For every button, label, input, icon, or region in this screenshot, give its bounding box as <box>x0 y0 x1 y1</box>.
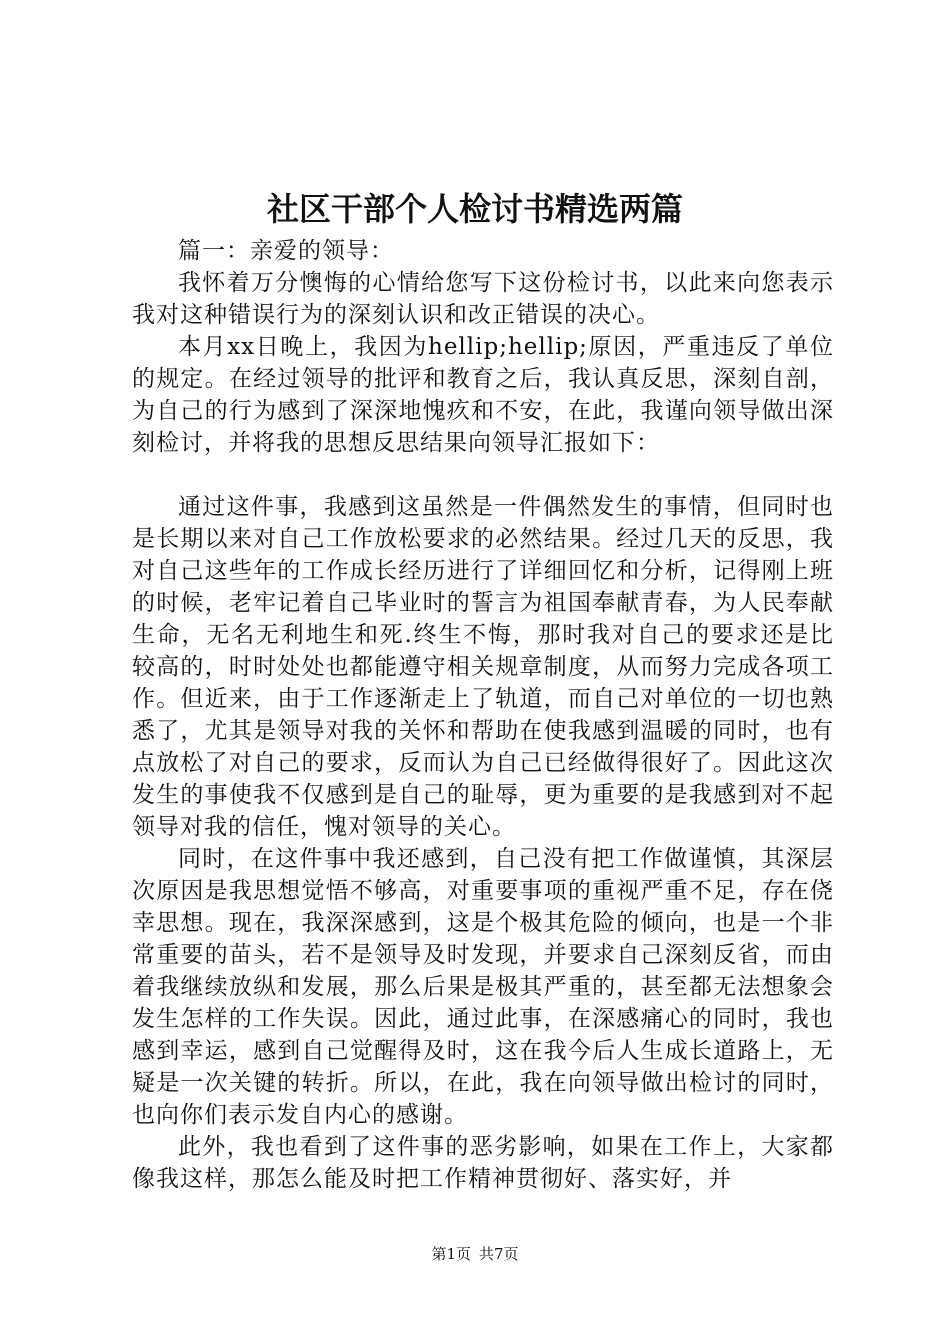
paragraph: 我怀着万分懊悔的心情给您写下这份检讨书，以此来向您表示我对这种错误行为的深刻认识和改正错误的决心。 <box>132 270 834 328</box>
document-title: 社区干部个人检讨书精选两篇 <box>266 190 683 228</box>
paragraph-salutation: 篇一：亲爱的领导： <box>178 238 394 264</box>
paragraph: 此外，我也看到了这件事的恶劣影响，如果在工作上，大家都像我这样，那怎么能及时把工作精神贯彻好、落实好，并 <box>132 1134 834 1192</box>
paragraph: 同时，在这件事中我还感到，自己没有把工作做谨慎，其深层次原因是我思想觉悟不够高，对重要事项的重视严重不足，存在侥幸思想。现在，我深深感到，这是个极其危险的倾向，也是一个非常重要的苗头，若不是领导及时发现，并要求自己深刻反省，而由着我继续放纵和发展，那么后果是极其严重的，甚至都无法想象会发生怎样的工作失误。因此，通过此事，在深感痛心的同时，我也感到幸运，感到自己觉醒得及时，这在我今后人生成长道路上，无疑是一次关键的转折。所以，在此，我在向领导做出检讨的同时，也向你们表示发自内心的感谢。 <box>132 846 834 1128</box>
paragraph: 本月xx日晚上，我因为hellip;hellip;原因，严重违反了单位的规定。在经过领导的批评和教育之后，我认真反思，深刻自剖，为自己的行为感到了深深地愧疚和不安，在此，我谨向领导做出深刻检讨，并将我的思想反思结果向领导汇报如下： <box>132 334 834 456</box>
page-total: 共7页 <box>479 1245 519 1263</box>
document-body <box>132 235 834 1195</box>
paragraph: 通过这件事，我感到这虽然是一件偶然发生的事情，但同时也是长期以来对自己工作放松要求的必然结果。经过几天的反思，我对自己这些年的工作成长经历进行了详细回忆和分析，记得刚上班的时候，老牢记着自己毕业时的誓言为祖国奉献青春，为人民奉献生命，无名无利地生和死.终生不悔，那时我对自己的要求还是比较高的，时时处处也都能遵守相关规章制度，从而努力完成各项工作。但近来，由于工作逐渐走上了轨道，而自己对单位的一切也熟悉了，尤其是领导对我的关怀和帮助在使我感到温暖的同时，也有点放松了对自己的要求，反而认为自己已经做得很好了。因此这次发生的事使我不仅感到是自己的耻辱，更为重要的是我感到对不起领导对我的信任，愧对领导的关心。 <box>132 494 834 840</box>
page-number: 第1页 <box>431 1245 471 1263</box>
page-footer <box>0 1244 950 1264</box>
